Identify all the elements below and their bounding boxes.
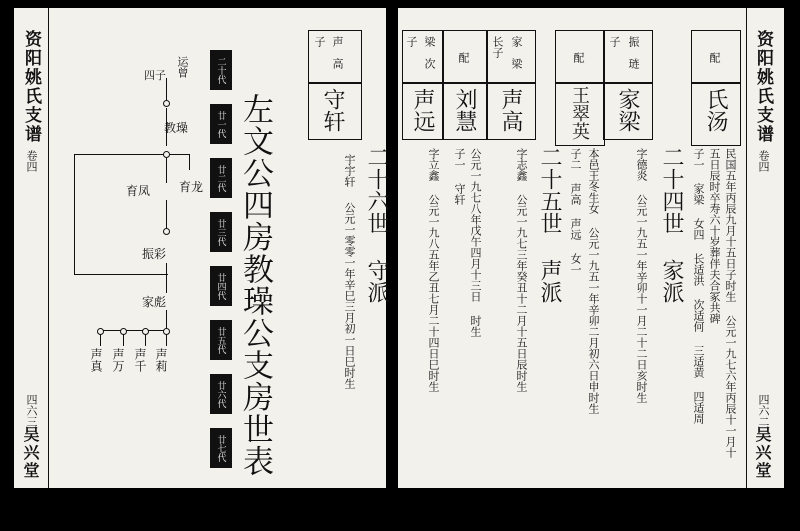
person-name: 刘慧 xyxy=(452,88,477,132)
person-name: 家梁 xyxy=(615,88,640,132)
tree-line xyxy=(166,158,167,183)
node-gen-4: 家彪 xyxy=(142,295,167,309)
tree-line xyxy=(166,310,167,330)
node-gen-5: 声千 xyxy=(133,348,147,372)
generation-box: 廿一代 xyxy=(210,104,232,144)
tree-line xyxy=(74,274,168,275)
hall-name: 吴兴堂 xyxy=(21,426,40,480)
relation-bottom: 次 xyxy=(423,58,436,69)
person-name: 王翠英 xyxy=(569,86,590,140)
person-detail: 五日辰时卒寿六十岁葬伴夫合冢共碑 xyxy=(708,148,721,324)
tree-note-a: 运曾 xyxy=(176,56,189,78)
tree-line xyxy=(166,200,167,230)
tree-line xyxy=(166,334,167,346)
spine-title: 资阳姚氏支谱 xyxy=(753,30,773,144)
tree-line xyxy=(100,334,101,346)
generation-box: 廿四代 xyxy=(210,266,232,306)
section-header: 二十六世 守派 xyxy=(364,146,389,303)
volume-label: 卷四 xyxy=(25,150,38,172)
spine-divider xyxy=(746,8,747,488)
relation-top: 振 xyxy=(627,36,640,47)
relation-bottom: 梁 xyxy=(510,58,523,69)
person-detail: 公元一零零一年辛巳三月初一日巳时生 xyxy=(343,202,356,389)
person-detail: 字立鑫 公元一九八五年乙丑七月二十四日巳时生 xyxy=(427,148,440,392)
spine-title: 资阳姚氏支谱 xyxy=(21,30,41,144)
tree-line xyxy=(100,330,166,331)
node-root: 教璪 xyxy=(164,121,189,135)
spouse-head: 配 xyxy=(708,52,721,63)
relation-top: 声 xyxy=(331,36,344,47)
relation-top: 梁 xyxy=(423,36,436,47)
relation-top: 家 xyxy=(510,36,523,47)
tree-line xyxy=(145,334,146,346)
tree-line xyxy=(166,263,167,293)
tree-note-b: 四子 xyxy=(144,69,166,82)
left-page xyxy=(14,8,389,488)
right-page xyxy=(398,8,784,488)
generation-box: 二十代 xyxy=(210,50,232,90)
person-detail: 子一 家梁 女四 长适洪 次适何 三适黄 四适周 xyxy=(692,148,705,424)
tree-line xyxy=(166,78,167,102)
relation-suffix: 子 xyxy=(405,36,418,47)
tree-line xyxy=(74,154,75,274)
spouse-head: 配 xyxy=(572,52,585,63)
person-detail: 民国五年丙辰九月十五日子时生 公元一九七六年丙辰十一月十 xyxy=(724,148,737,458)
tree-line xyxy=(123,334,124,346)
relation-suffix: 长子 xyxy=(491,36,504,58)
volume-label: 卷四 xyxy=(757,150,770,172)
person-detail: 公元一九七八年戊午四月十三日 时生 xyxy=(469,148,482,337)
spouse-head: 配 xyxy=(457,52,470,63)
tree-line xyxy=(74,154,190,155)
page-number: 四六三 xyxy=(25,394,38,427)
node-child-2: 育凤 xyxy=(126,184,151,198)
node-gen-5: 声莉 xyxy=(154,348,168,372)
relation-suffix: 子 xyxy=(608,36,621,47)
person-detail: 子二 声高 声远 女一 xyxy=(569,148,582,275)
tree-node xyxy=(163,228,170,235)
spine-divider xyxy=(48,8,49,488)
node-child-1: 育龙 xyxy=(179,180,204,194)
relation-bottom: 琏 xyxy=(627,58,640,69)
page-number: 四六二 xyxy=(757,394,770,427)
generation-box: 廿五代 xyxy=(210,320,232,360)
person-detail: 子一 守轩 xyxy=(453,148,466,205)
generation-box: 廿七代 xyxy=(210,428,232,468)
node-gen-5: 声真 xyxy=(89,348,103,372)
generation-box: 廿二代 xyxy=(210,158,232,198)
person-detail: 宇宇轩 xyxy=(343,154,356,187)
person-name: 氏汤 xyxy=(703,88,728,132)
person-detail: 本邑王冬生女 公元一九五一年辛卯二月初六日申时生 xyxy=(587,148,600,414)
relation-suffix: 子 xyxy=(313,36,326,47)
generation-box: 廿六代 xyxy=(210,374,232,414)
section-header: 二十五世 声派 xyxy=(537,146,562,303)
node-gen-5: 声万 xyxy=(111,348,125,372)
person-name: 守轩 xyxy=(320,88,345,132)
person-detail: 字志鑫 公元一九七三年癸丑十二月十五日辰时生 xyxy=(515,148,528,392)
section-header: 二十四世 家派 xyxy=(659,146,684,303)
node-gen-3: 振彩 xyxy=(142,247,167,261)
generation-box: 廿三代 xyxy=(210,212,232,252)
table-title: 左文公四房教璪公支房世表 xyxy=(237,93,273,477)
relation-bottom: 高 xyxy=(331,58,344,69)
person-name: 声远 xyxy=(410,88,435,132)
person-detail: 字德炎 公元一九五一年辛卯十一月二十二日亥时生 xyxy=(635,148,648,403)
tree-node xyxy=(163,100,170,107)
hall-name: 吴兴堂 xyxy=(753,426,772,480)
tree-line xyxy=(189,154,190,170)
person-name: 声高 xyxy=(498,88,523,132)
tree-node xyxy=(163,151,170,158)
